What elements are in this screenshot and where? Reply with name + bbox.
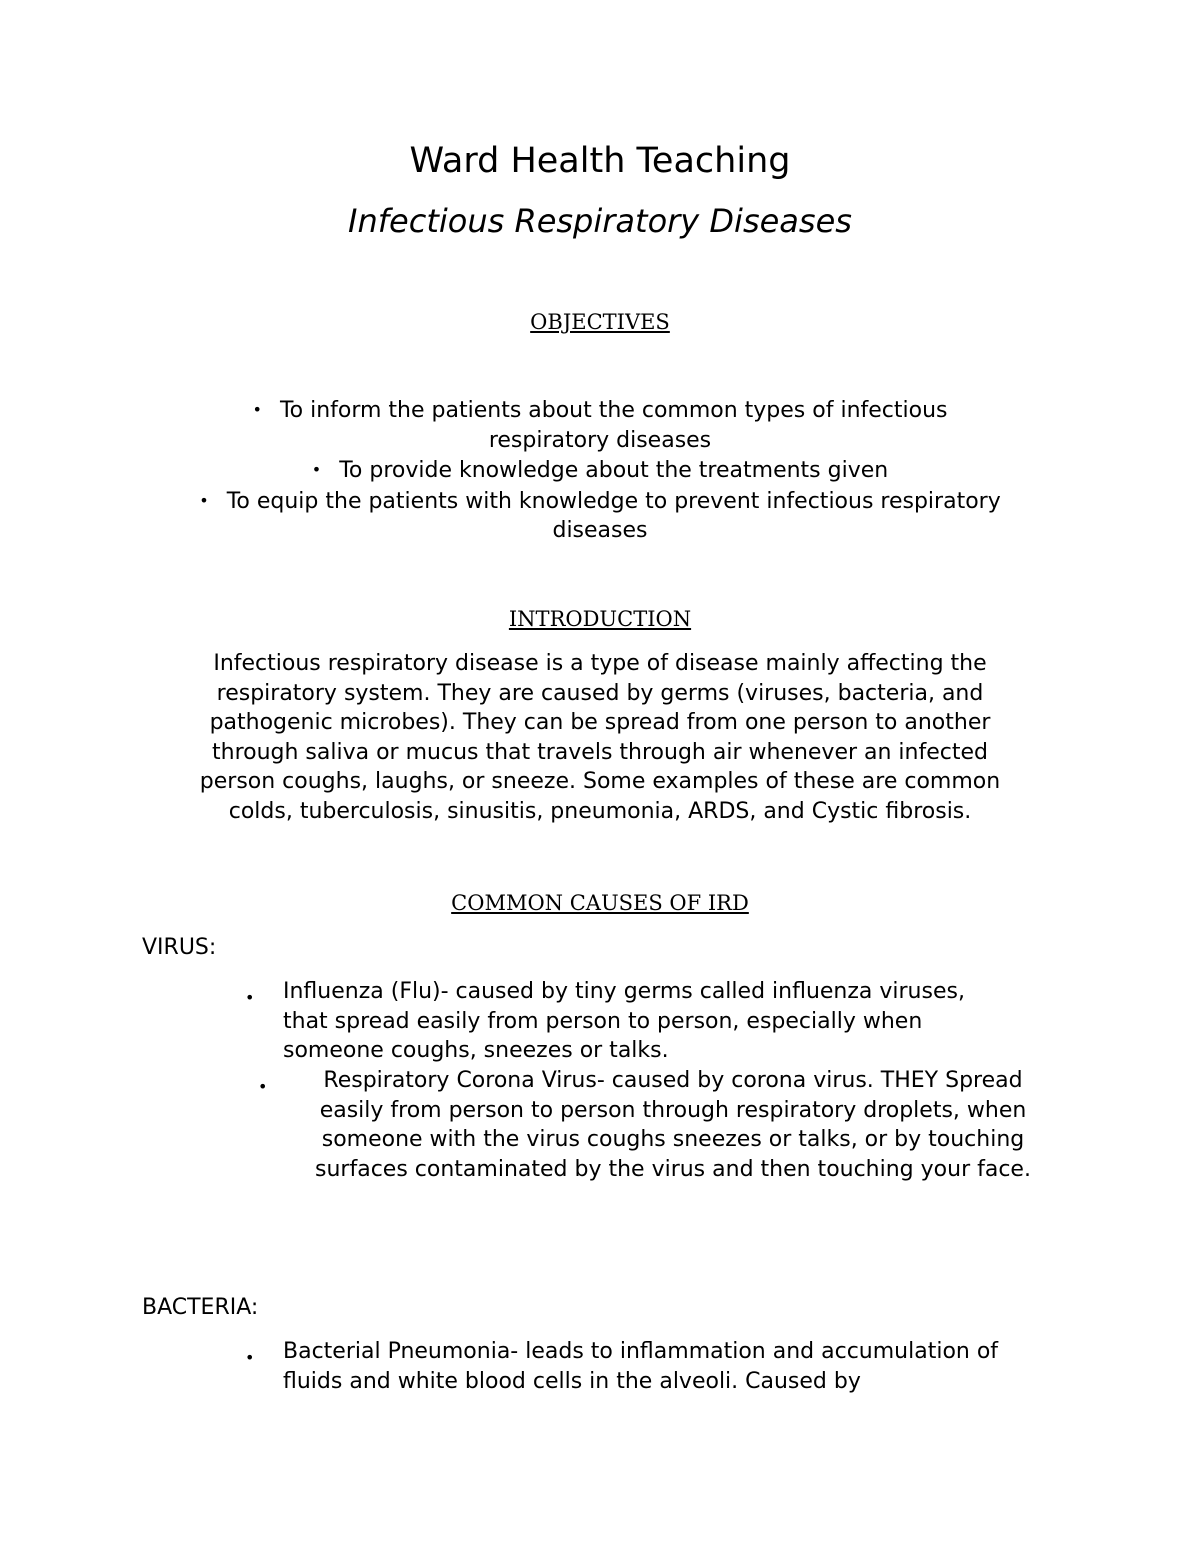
- objective-item-continuation: diseases: [552, 518, 648, 544]
- bacteria-label: BACTERIA:: [142, 1295, 259, 1320]
- virus-label: VIRUS:: [142, 935, 217, 960]
- objective-item: • To equip the patients with knowledge to prevent infectious respiratory: [199, 488, 1001, 514]
- objectives-list: [0, 395, 1200, 546]
- bullet-icon: •: [245, 1348, 255, 1367]
- document-title: Ward Health Teaching: [409, 141, 791, 181]
- bullet-icon: •: [258, 1077, 268, 1096]
- bullet-icon: •: [311, 460, 322, 480]
- bullet-icon: •: [252, 400, 262, 419]
- objective-item: • To provide knowledge about the treatments given: [311, 458, 889, 484]
- virus-item-influenza: • Influenza (Flu)- caused by tiny germs called influenza viruses, that spread easily from person to person, especially when someone coughs, sneezes or talks.: [245, 979, 965, 1064]
- bacteria-item-pneumonia: • Bacterial Pneumonia- leads to inflammation and accumulation of fluids and white blood cells in the alveoli. Caused by: [245, 1339, 999, 1394]
- virus-item-corona: • Respiratory Corona Virus- caused by corona virus. THEY Spread easily from person to person through respiratory droplets, when someone with the virus coughs sneezes or talks, or by touching surfaces contaminated by the virus and then touching your face.: [258, 1068, 1031, 1182]
- causes-heading: COMMON CAUSES OF IRD: [451, 891, 749, 915]
- introduction-heading: INTRODUCTION: [508, 607, 692, 631]
- introduction-paragraph: Infectious respiratory disease is a type of disease mainly affecting the respiratory system. They are caused by germs (viruses, bacteria, and pathogenic microbes). They can be spread from one person to another through saliva or mucus that travels through air whenever an infected person coughs, laughs, or sneeze. Some examples of these are common colds, tuberculosis, sinusitis, pneumonia, ARDS, and Cystic fibrosis.: [199, 651, 1001, 824]
- objective-item: • To inform the patients about the common types of infectious: [252, 398, 948, 423]
- objectives-heading: OBJECTIVES: [530, 310, 670, 334]
- bullet-icon: •: [245, 988, 255, 1007]
- objective-item-continuation: respiratory diseases: [488, 427, 712, 453]
- bullet-icon: •: [199, 490, 209, 510]
- document-subtitle: Infectious Respiratory Diseases: [348, 202, 852, 240]
